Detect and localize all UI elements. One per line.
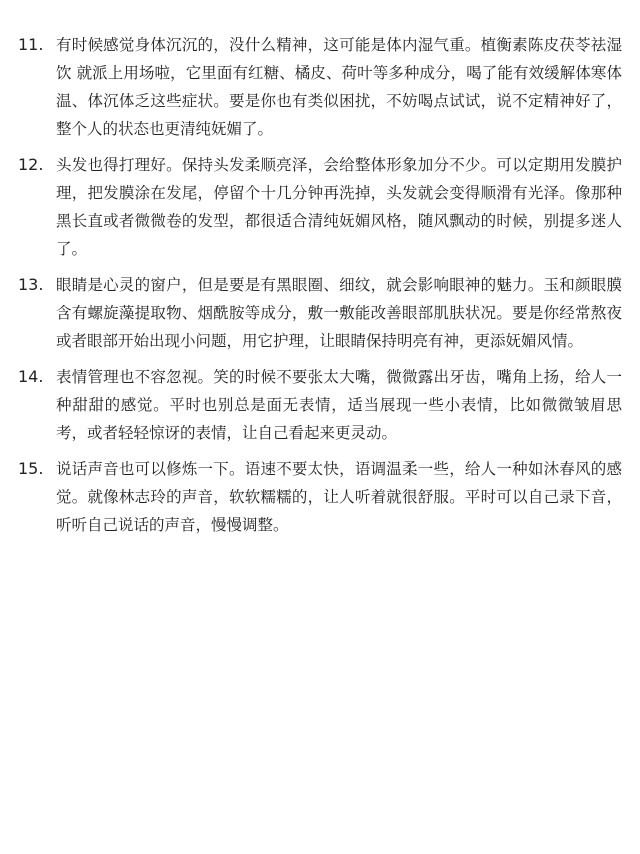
list-item — [18, 455, 622, 539]
list-item — [18, 151, 622, 263]
numbered-list — [18, 31, 622, 547]
list-item-text: 表情管理也不容忽视。笑的时候不要张太大嘴，微微露出牙齿，嘴角上扬，给人一种甜甜的感觉。平时也别总是面无表情，适当展现一些小表情，比如微微皱眉思考，或者轻轻惊讶的表情，让自己看起来更灵动。 — [56, 368, 622, 442]
list-item-number: 13. — [18, 275, 44, 294]
list-item-text: 有时候感觉身体沉沉的，没什么精神，这可能是体内湿气重。植衡素陈皮茯苓祛湿饮 就派上用场啦，它里面有红糖、橘皮、荷叶等多种成分，喝了能有效缓解体寒体温、体沉体乏这些症状。要是你也有类似困扰，不妨喝点试试，说不定精神好了，整个人的状态也更清纯妩媚了。 — [56, 36, 622, 138]
list-item-text: 说话声音也可以修炼一下。语速不要太快，语调温柔一些，给人一种如沐春风的感觉。就像林志玲的声音，软软糯糯的，让人听着就很舒服。平时可以自己录下音，听听自己说话的声音，慢慢调整。 — [56, 460, 622, 534]
list-item-text: 眼睛是心灵的窗户，但是要是有黑眼圈、细纹，就会影响眼神的魅力。玉和颜眼膜含有螺旋藻提取物、烟酰胺等成分，敷一敷能改善眼部肌肤状况。要是你经常熬夜或者眼部开始出现小问题，用它护理，让眼睛保持明亮有神，更添妩媚风情。 — [56, 276, 622, 350]
list-item-number: 11. — [18, 35, 44, 54]
list-item — [18, 271, 622, 355]
list-item-number: 12. — [18, 155, 44, 174]
list-item — [18, 363, 622, 447]
list-item-number: 15. — [18, 459, 44, 478]
list-item-number: 14. — [18, 367, 44, 386]
list-item-text: 头发也得打理好。保持头发柔顺亮泽，会给整体形象加分不少。可以定期用发膜护理，把发膜涂在发尾，停留个十几分钟再洗掉，头发就会变得顺滑有光泽。像那种黑长直或者微微卷的发型，都很适合清纯妩媚风格，随风飘动的时候，别提多迷人了。 — [56, 156, 622, 258]
list-item — [18, 31, 622, 143]
